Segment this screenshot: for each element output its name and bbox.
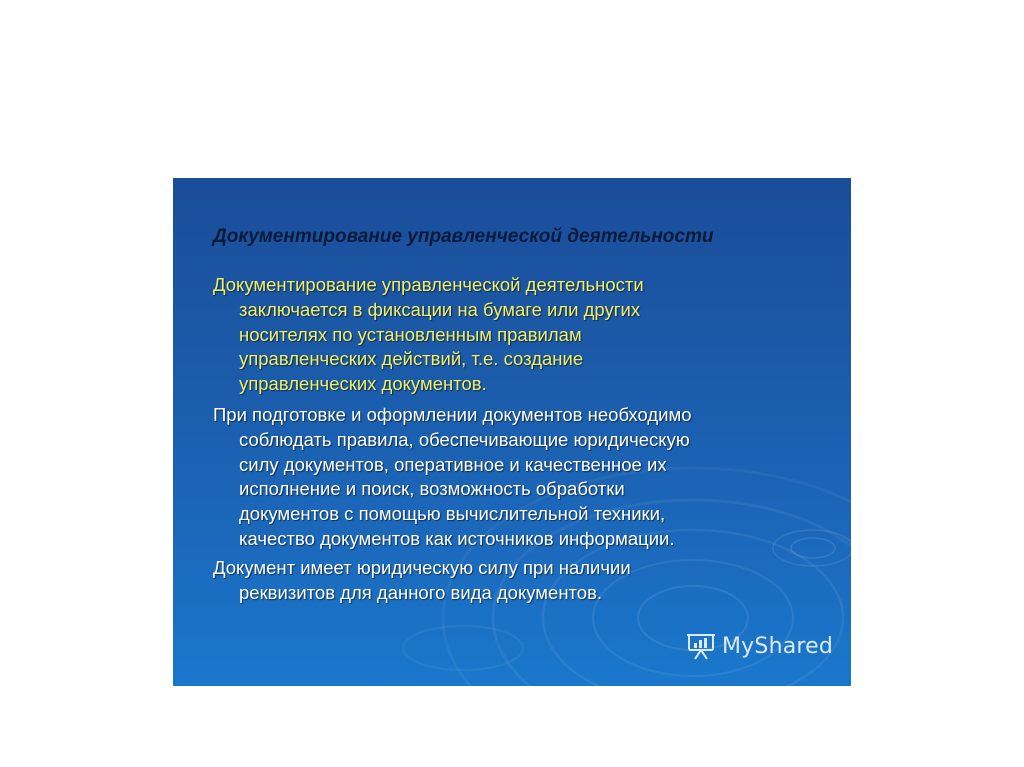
paragraph-legal-force-text: Документ имеет юридическую силу при наличии реквизитов для данного вида документов. (213, 557, 631, 603)
paragraph-definition-text: Документирование управленческой деятельности заключается в фиксации на бумаге или других носителях по установленным правилам управленческих действий, т.е. создание управленческих документов. (213, 274, 644, 395)
paragraph-preparation-rules (213, 403, 819, 552)
paragraph-preparation-rules-text: При подготовке и оформлении документов необходимо соблюдать правила, обеспечивающие юридическую силу документов, оперативное и качественное их исполнение и поиск, возможность обработки документов с помощью вычислительной техники, качество документов как источников информации. (213, 404, 692, 549)
slide-title: Документирование управленческой деятельности (213, 226, 714, 247)
paragraph-legal-force (213, 556, 819, 606)
presentation-slide (173, 178, 851, 686)
myshared-watermark (686, 632, 833, 660)
paragraph-definition (213, 273, 819, 397)
presentation-board-icon (686, 632, 716, 660)
watermark-text: MyShared (722, 633, 834, 659)
